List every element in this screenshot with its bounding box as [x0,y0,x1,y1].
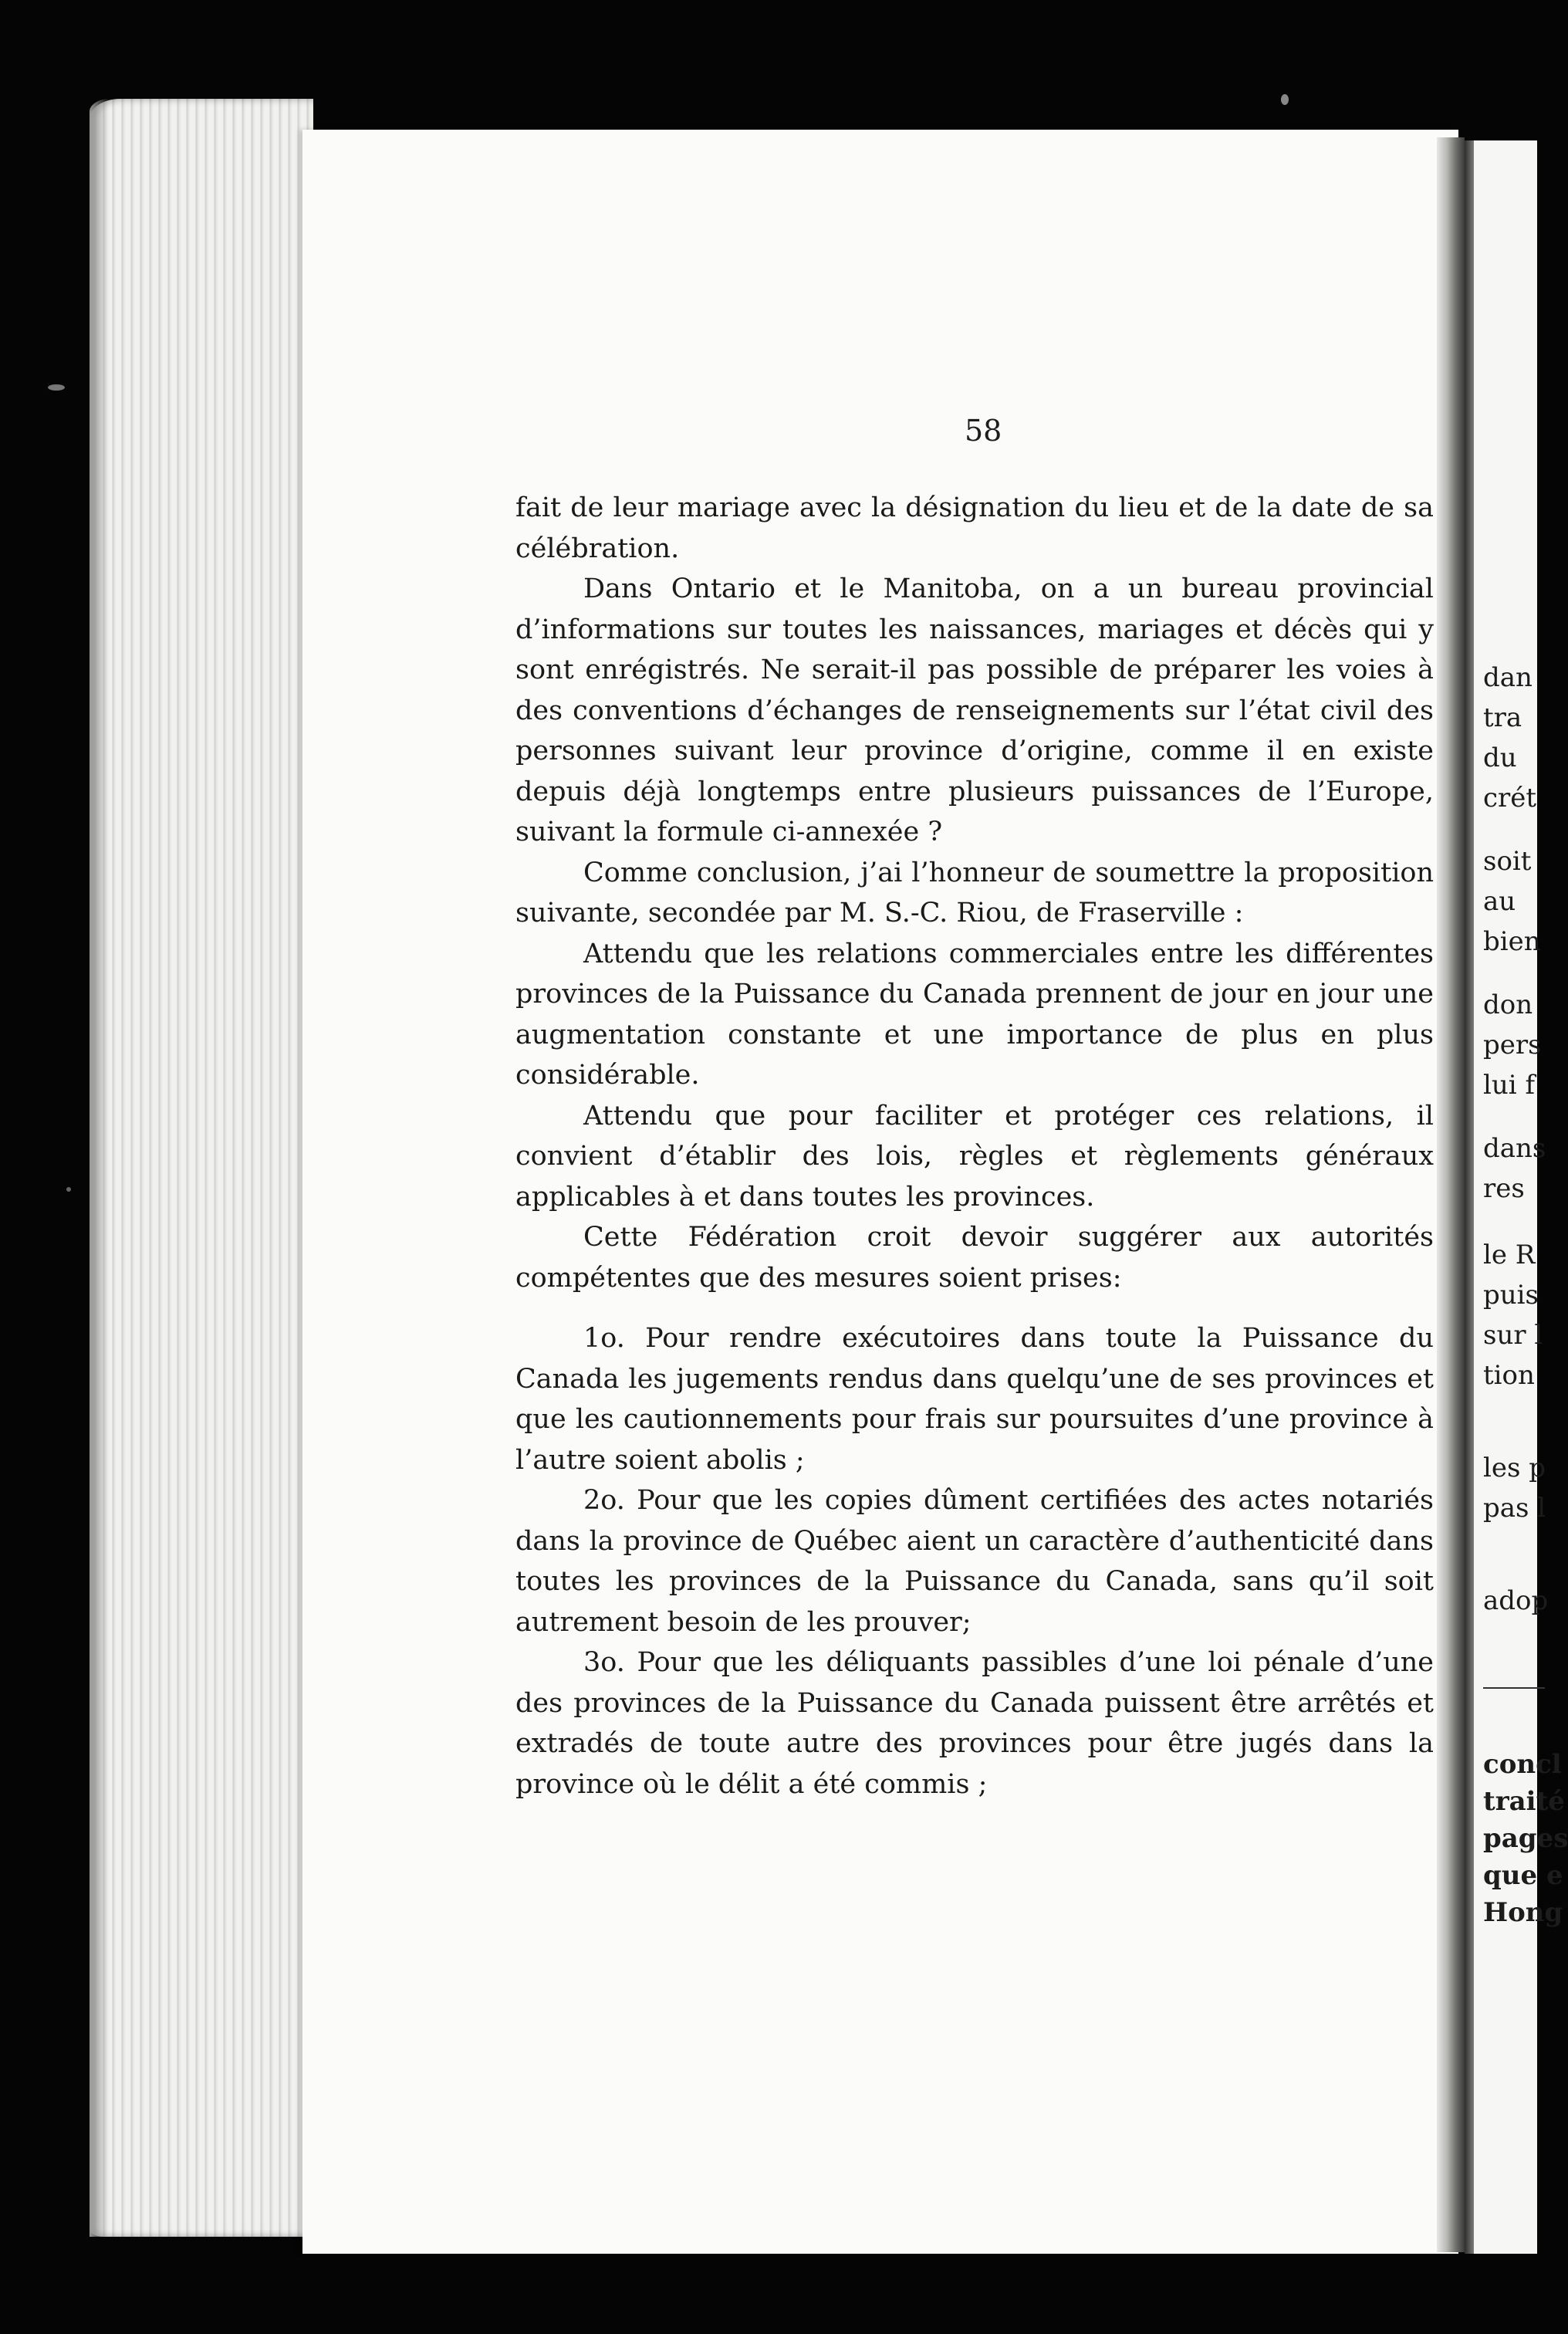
page-number: 58 [965,414,1002,448]
facing-page-fragment: que e [1483,1860,1563,1891]
page-edges-stack [90,99,313,2237]
facing-page-fragment: traité [1483,1786,1565,1817]
facing-page-fragment: au [1483,886,1516,917]
paragraph: Attendu que les relations commerciales entre les différentes provinces de la Puissance du Canada prennent de jour en jour une augmentation constante et une importance de plus en plus considérable. [515,938,1434,1091]
facing-page-fragment: crét [1483,783,1537,814]
facing-page-fragment: concl [1483,1749,1562,1780]
scan-speck [1281,94,1289,105]
scan-speck [48,384,65,391]
facing-page-fragment: adop [1483,1585,1549,1616]
facing-page-fragment: dans [1483,1133,1546,1164]
facing-page-fragment: sur l [1483,1320,1543,1351]
facing-page-fragment: du [1483,742,1517,773]
facing-page-fragment: le R [1483,1240,1536,1270]
page-body-text [515,488,1434,1805]
facing-page-fragment: pas l [1483,1493,1546,1524]
paragraph: Dans Ontario et le Manitoba, on a un bureau provincial d’informations sur toutes les naissances, mariages et décès qui y sont enrégistrés. Ne serait-il pas possible de préparer les voies à des conventions d’échanges de renseignements sur l’état civil des personnes suivant leur province d’origine, comme il en existe depuis déjà longtemps entre plusieurs puissances de l’Europe, suivant la formule ci-annexée ? [515,573,1434,847]
facing-page-fragment: pages [1483,1823,1568,1854]
paragraph: Cette Fédération croit devoir suggérer aux autorités compétentes que des mesures soient prises: [515,1222,1434,1294]
page-edges-shadow [90,99,110,2237]
book-gutter-shadow [1437,137,1465,2252]
facing-page-fragment: don [1483,989,1533,1020]
facing-page-fragment: soit [1483,846,1532,877]
facing-page-fragment: tra [1483,702,1522,733]
facing-page-footnote-rule [1483,1687,1545,1689]
facing-page-fragment: bien [1483,926,1541,957]
facing-page-fragment: les p [1483,1453,1546,1483]
facing-page-fragment: lui f [1483,1070,1536,1101]
paragraph: Attendu que pour faciliter et protéger ces relations, il convient d’établir des lois, règles et règlements généraux applicables à et dans toutes les provinces. [515,1100,1434,1213]
paragraph: Comme conclusion, j’ai l’honneur de soumettre la proposition suivante, secondée par M. S.-C. Riou, de Fraserville : [515,857,1434,929]
list-item: 2o. Pour que les copies dûment certifiées des actes notariés dans la province de Québec aient un caractère d’authenticité dans toutes les provinces de la Puissance du Canada, sans qu’il soit autrement besoin de les prouver; [515,1485,1434,1638]
facing-page-fragment: Hong [1483,1897,1563,1928]
facing-page-fragment: tion [1483,1360,1535,1391]
facing-page-edge [1474,140,1568,2254]
facing-page-fragment: puis [1483,1280,1539,1311]
facing-page-fragment: dan [1483,662,1533,693]
list-item: 1o. Pour rendre exécutoires dans toute la Puissance du Canada les jugements rendus dans quelqu’une de ses provinces et que les cautionnements pour frais sur poursuites d’une province à l’autre soient abolis ; [515,1323,1434,1476]
facing-page-fragment: pers [1483,1030,1542,1060]
scan-speck [66,1187,71,1192]
list-item: 3o. Pour que les déliquants passibles d’une loi pénale d’une des provinces de la Puissance du Canada puissent être arrêtés et extradés de toute autre des provinces pour être jugés dans la province où le délit a été commis ; [515,1647,1434,1800]
facing-page-fragment: res [1483,1173,1525,1204]
paragraph: fait de leur mariage avec la désignation du lieu et de la date de sa célébration. [515,492,1434,564]
